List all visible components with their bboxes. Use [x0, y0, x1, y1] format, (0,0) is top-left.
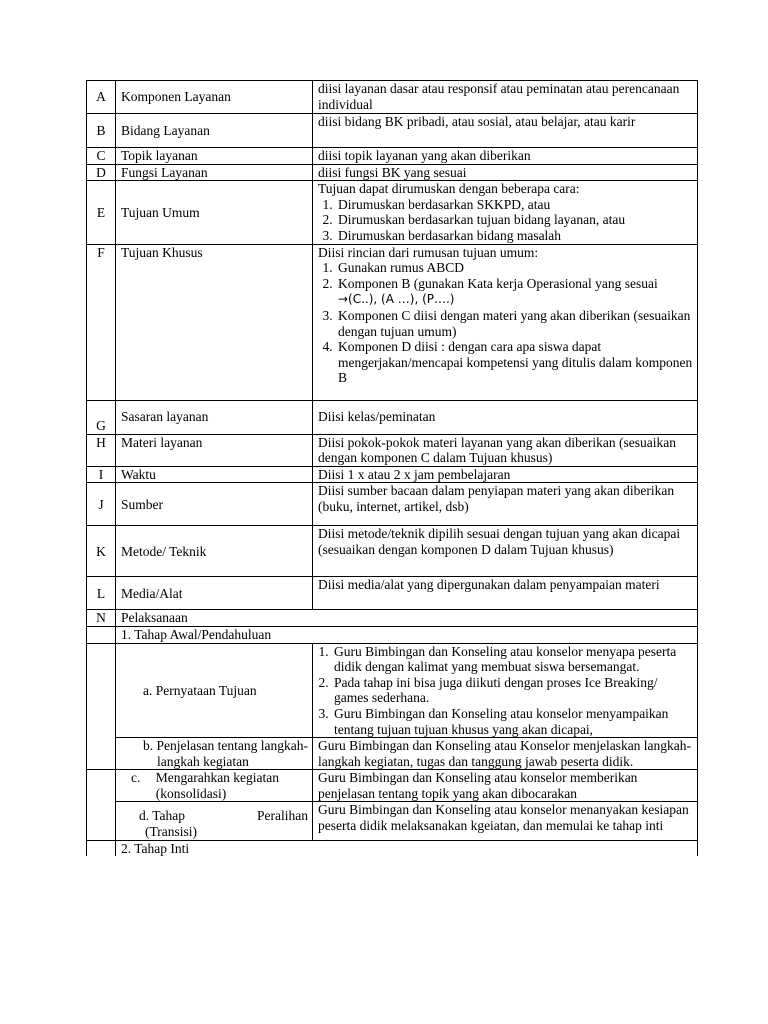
table-row [87, 81, 698, 114]
sub-step-title: Mengarahkan kegiatan (konsolidasi) [155, 770, 280, 801]
row-component: Pelaksanaan [116, 610, 698, 627]
row-component: Fungsi Layanan [116, 164, 313, 181]
sub-step-description: Guru Bimbingan dan Konseling atau Konselor menjelaskan langkah-langkah kegiatan, tugas dan tanggung jawab peserta didik. [313, 738, 698, 770]
empty-cell [87, 643, 116, 770]
list-item: 4. Komponen D diisi : dengan cara apa siswa dapat mengerjakan/mencapai kompetensi yang ditulis dalam komponen B [336, 339, 693, 386]
numbered-list [318, 260, 693, 386]
row-code: A [87, 81, 116, 114]
row-description: Diisi kelas/peminatan [313, 400, 698, 434]
table-row [87, 434, 698, 466]
sub-step-label [116, 770, 313, 802]
row-description: Diisi metode/teknik dipilih sesuai dengan tujuan yang akan dicapai (sesuaikan dengan komponen D dalam Tujuan khusus) [313, 526, 698, 577]
document-page [86, 80, 698, 856]
table-row [87, 181, 698, 244]
sub-step-text [121, 808, 308, 839]
table-row [87, 643, 698, 738]
stage-title: 2. Tahap Inti [116, 840, 698, 856]
row-component: Media/Alat [116, 577, 313, 610]
table-row [87, 483, 698, 526]
sub-step-text: a. Pernyataan Tujuan [143, 682, 257, 698]
row-code: D [87, 164, 116, 181]
table-row [87, 610, 698, 627]
sub-step-title: Peralihan [257, 808, 308, 824]
empty-cell [87, 770, 116, 840]
list-item: 1. Guru Bimbingan dan Konseling atau konselor menyapa peserta didik dengan kalimat yang membuat siswa bersemangat. [332, 644, 693, 675]
row-description: diisi bidang BK pribadi, atau sosial, atau belajar, atau karir [313, 114, 698, 148]
list-item: 1. Dirumuskan berdasarkan SKKPD, atau [336, 197, 693, 213]
sub-step-text [121, 770, 308, 801]
row-component: Sasaran layanan [116, 400, 313, 434]
row-code: E [87, 181, 116, 244]
row-description: diisi fungsi BK yang sesuai [313, 164, 698, 181]
stage-title: 1. Tahap Awal/Pendahuluan [116, 626, 698, 643]
row-description: Diisi media/alat yang dipergunakan dalam penyampaian materi [313, 577, 698, 610]
row-description [313, 244, 698, 400]
row-component: Bidang Layanan [116, 114, 313, 148]
sub-step-label [116, 802, 313, 840]
list-item-text: Komponen B (gunakan Kata kerja Operasional yang sesuai [338, 275, 658, 291]
table-row [87, 148, 698, 165]
table-row [87, 526, 698, 577]
sub-step-title: (Transisi) [145, 824, 198, 840]
list-item: 3. Guru Bimbingan dan Konseling atau konselor menyampaikan tentang tujuan tujuan khusus yang akan dicapai, [332, 706, 693, 737]
sub-step-title: d. Tahap [139, 808, 186, 824]
row-component: Tujuan Umum [116, 181, 313, 244]
row-code: B [87, 114, 116, 148]
row-description: Diisi pokok-pokok materi layanan yang akan diberikan (sesuaikan dengan komponen C dalam Tujuan khusus) [313, 434, 698, 466]
row-component: Waktu [116, 466, 313, 483]
row-code: I [87, 466, 116, 483]
arrow-abbrev: →(C..), (A …), (P….) [338, 292, 455, 307]
sub-step-description: Guru Bimbingan dan Konseling atau konselor memberikan penjelasan tentang topik yang akan dibocarakan [313, 770, 698, 802]
sub-step-letter: c. [131, 770, 141, 786]
row-code: H [87, 434, 116, 466]
rpl-component-table [86, 80, 698, 856]
row-component: Tujuan Khusus [116, 244, 313, 400]
table-row [87, 770, 698, 802]
table-row [87, 738, 698, 770]
description-intro: Tujuan dapat dirumuskan dengan beberapa cara: [318, 181, 580, 197]
row-code: K [87, 526, 116, 577]
table-row [87, 840, 698, 856]
row-component: Materi layanan [116, 434, 313, 466]
row-component: Topik layanan [116, 148, 313, 165]
row-code: F [87, 244, 116, 400]
row-code: L [87, 577, 116, 610]
list-item: 3. Komponen C diisi dengan materi yang akan diberikan (sesuaikan dengan tujuan umum) [336, 308, 693, 339]
table-row [87, 164, 698, 181]
row-code: N [87, 610, 116, 627]
row-description [313, 181, 698, 244]
list-item [336, 276, 693, 308]
numbered-list [318, 197, 693, 244]
sub-step-text: b. Penjelasan tentang langkah-langkah kegiatan [143, 738, 308, 769]
list-item: 2. Dirumuskan berdasarkan tujuan bidang layanan, atau [336, 212, 693, 228]
empty-cell [87, 626, 116, 643]
table-row [87, 466, 698, 483]
sub-step-label [116, 643, 313, 738]
numbered-list [318, 644, 693, 738]
row-description: Diisi sumber bacaan dalam penyiapan materi yang akan diberikan (buku, internet, artikel, dsb) [313, 483, 698, 526]
table-row [87, 244, 698, 400]
row-code: G [87, 400, 116, 434]
list-item: 1. Gunakan rumus ABCD [336, 260, 693, 276]
row-component: Metode/ Teknik [116, 526, 313, 577]
list-item: 3. Dirumuskan berdasarkan bidang masalah [336, 228, 693, 244]
description-intro: Diisi rincian dari rumusan tujuan umum: [318, 244, 539, 260]
table-row [87, 802, 698, 840]
row-component: Sumber [116, 483, 313, 526]
table-row [87, 577, 698, 610]
row-description: diisi topik layanan yang akan diberikan [313, 148, 698, 165]
row-description: Diisi 1 x atau 2 x jam pembelajaran [313, 466, 698, 483]
empty-cell [87, 840, 116, 856]
sub-step-description: Guru Bimbingan dan Konseling atau konselor menanyakan kesiapan peserta didik melaksanakan kgeiatan, dan memulai ke tahap inti [313, 802, 698, 840]
row-description: diisi layanan dasar atau responsif atau peminatan atau perencanaan individual [313, 81, 698, 114]
sub-step-description [313, 643, 698, 738]
table-row [87, 626, 698, 643]
row-code: J [87, 483, 116, 526]
row-code: C [87, 148, 116, 165]
list-item: 2. Pada tahap ini bisa juga diikuti dengan proses Ice Breaking/ games sederhana. [332, 675, 693, 706]
sub-step-label [116, 738, 313, 770]
table-row [87, 114, 698, 148]
row-component: Komponen Layanan [116, 81, 313, 114]
table-row [87, 400, 698, 434]
